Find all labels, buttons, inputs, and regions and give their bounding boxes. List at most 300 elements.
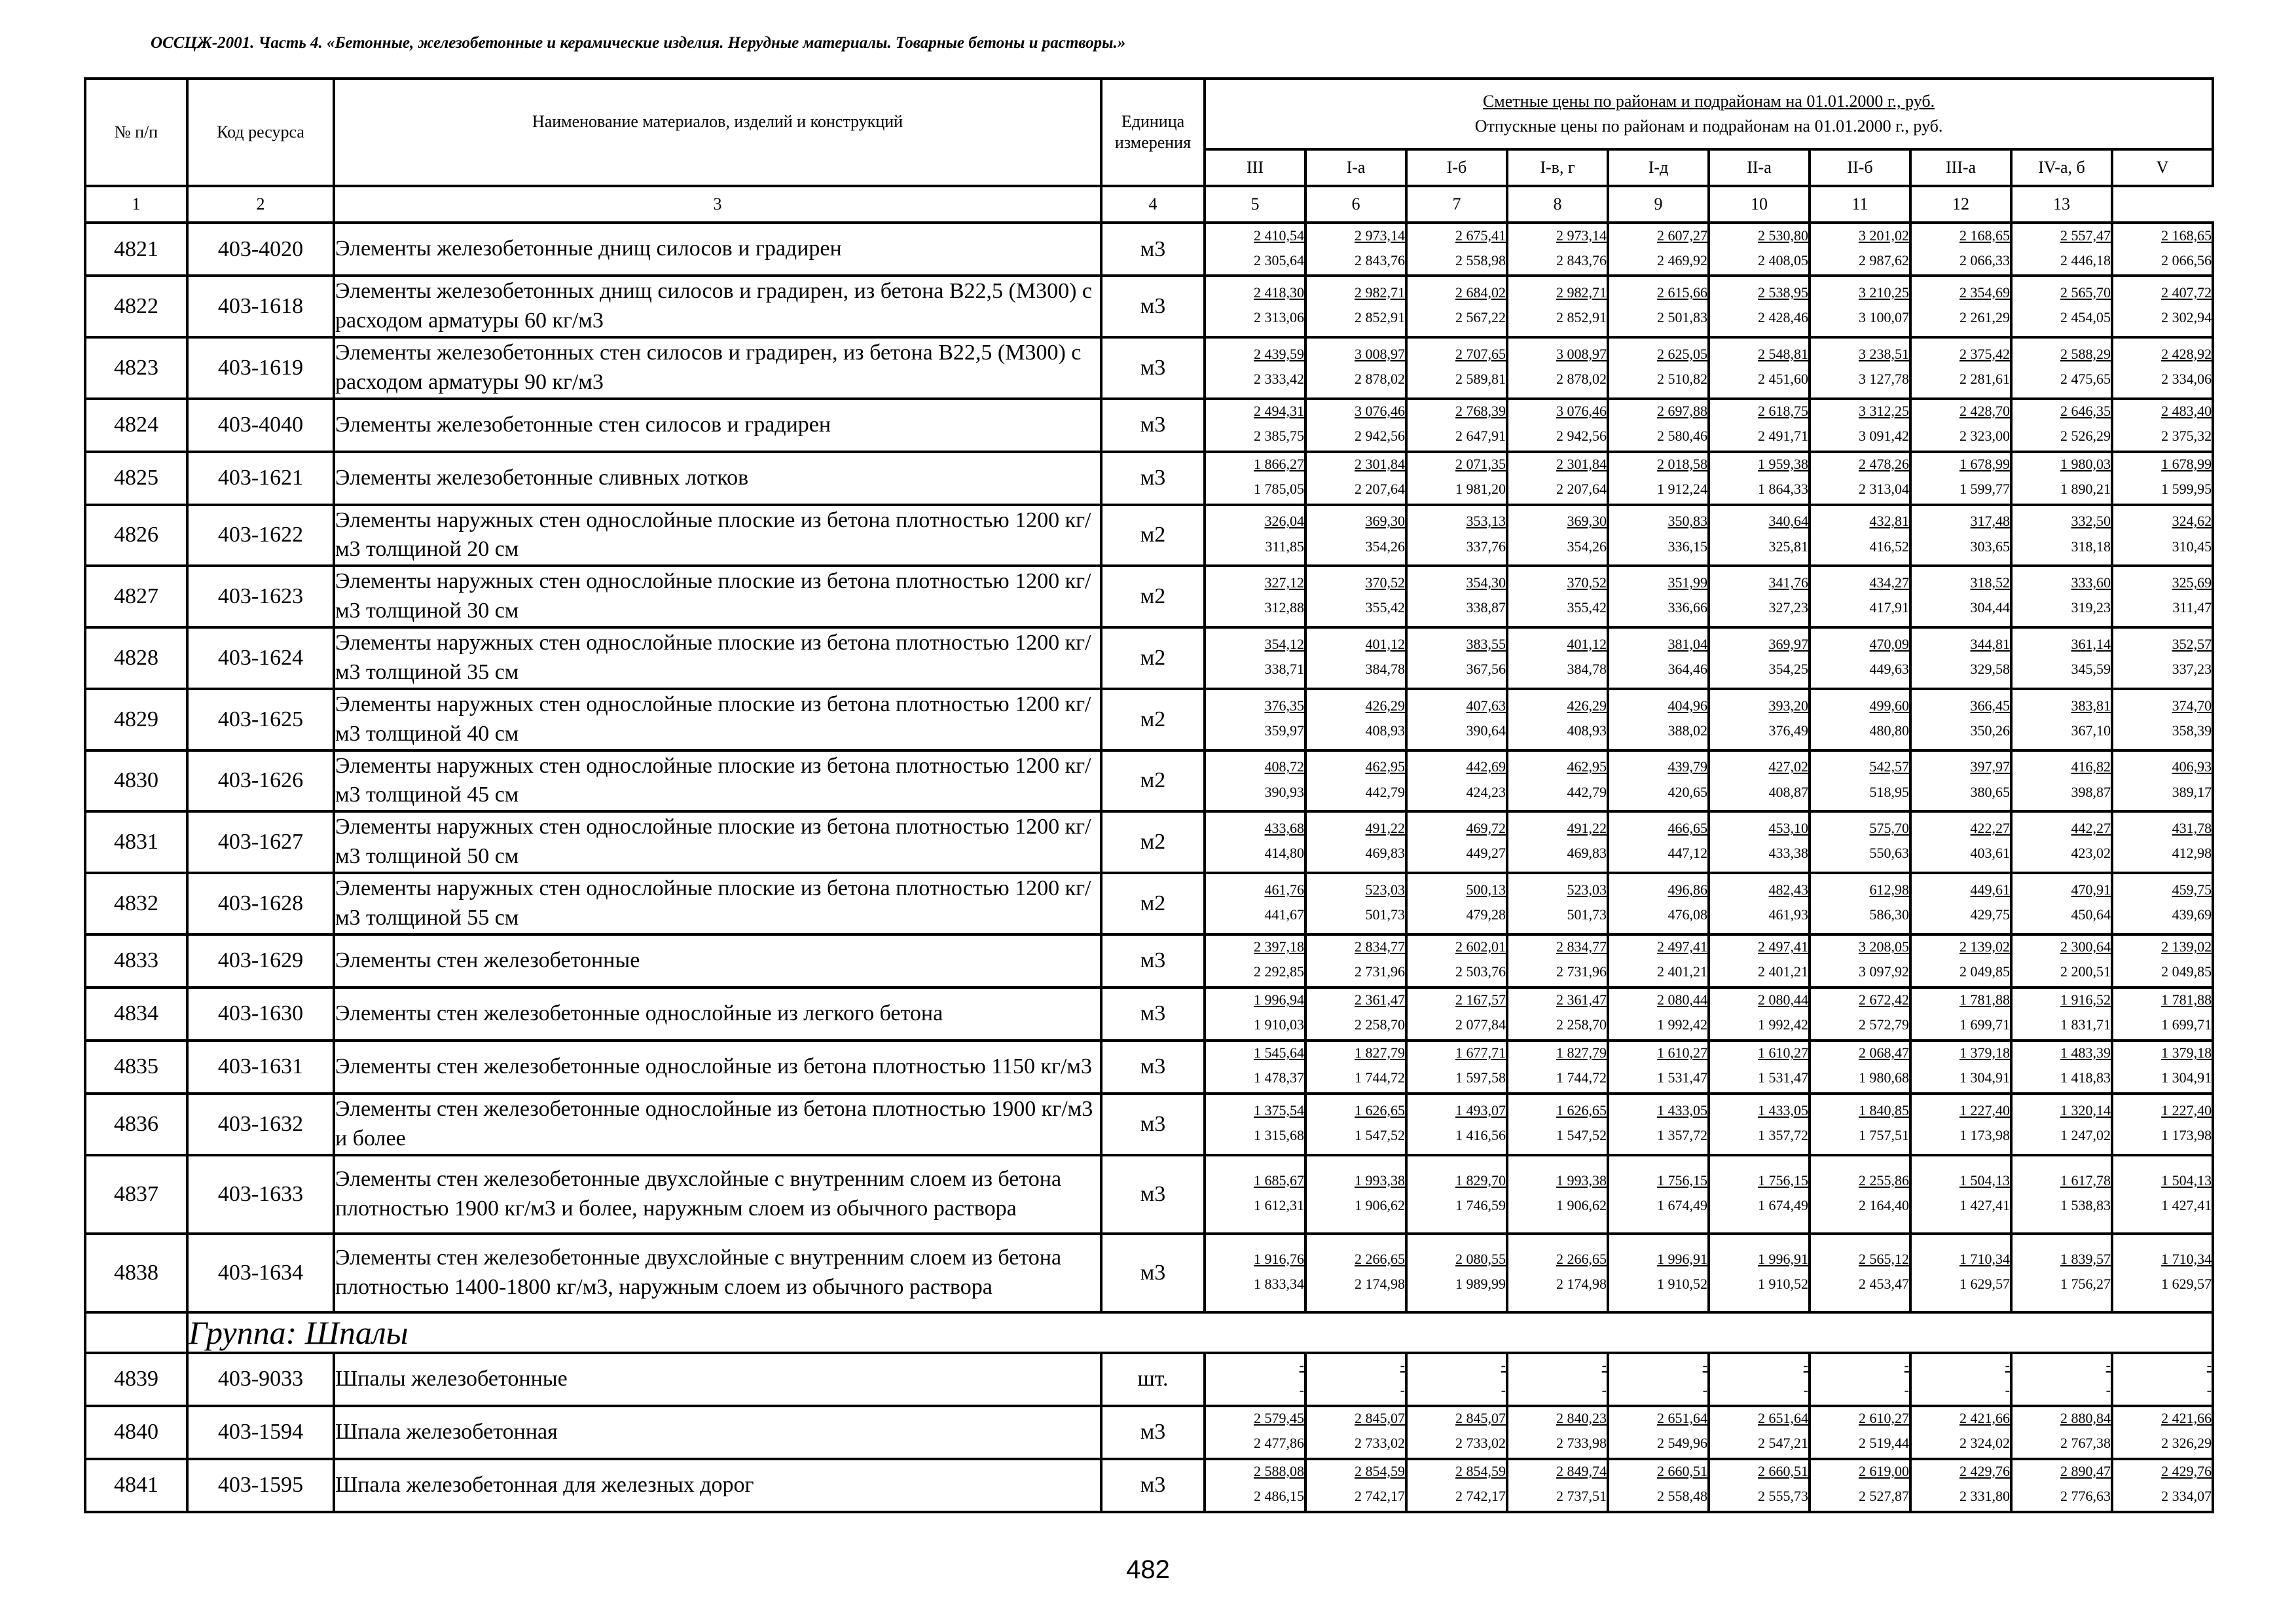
price-cell: [1709, 1353, 1810, 1406]
row-number: 4822: [85, 276, 187, 337]
table-row: [85, 750, 2213, 812]
estimated-price: 3 076,46: [1355, 403, 1405, 420]
release-price: 2 207,64: [1355, 481, 1405, 498]
release-price: 2 878,02: [1556, 370, 1607, 387]
price-cell: [1406, 505, 1507, 566]
estimated-price: -: [2206, 1357, 2212, 1374]
price-cell: [1810, 987, 1910, 1041]
price-cell: [1205, 627, 1305, 689]
estimated-price: 326,04: [1264, 513, 1304, 530]
estimated-price: 2 375,42: [1959, 345, 2010, 362]
release-price: 469,83: [1365, 845, 1405, 862]
estimated-price: 2 080,55: [1455, 1250, 1506, 1267]
estimated-price: 2 548,81: [1758, 345, 1808, 362]
price-cell: [1709, 1155, 1810, 1234]
unit-of-measure: м3: [1101, 1234, 1205, 1312]
release-price: 423,02: [2071, 845, 2111, 862]
price-cell: [2011, 934, 2112, 987]
release-price: 1 173,98: [1959, 1126, 2010, 1143]
release-price: 2 469,92: [1657, 251, 1707, 268]
estimated-price: 2 610,27: [1859, 1410, 1909, 1427]
estimated-price: 2 538,95: [1758, 284, 1808, 301]
price-cell: [1709, 689, 1810, 750]
price-cell: [1810, 505, 1910, 566]
price-cell: [1709, 566, 1810, 627]
estimated-price: 462,95: [1365, 758, 1405, 775]
column-number-row: [85, 186, 2213, 223]
unit-of-measure: м3: [1101, 934, 1205, 987]
release-price: 2 375,32: [2161, 428, 2212, 445]
estimated-price: 2 494,31: [1254, 403, 1304, 420]
estimated-price: 381,04: [1667, 635, 1707, 652]
estimated-price: 1 756,15: [1758, 1172, 1808, 1189]
region-header: V: [2112, 149, 2213, 186]
unit-of-measure: м2: [1101, 873, 1205, 934]
price-cell: [1507, 276, 1608, 337]
estimated-price: 3 008,97: [1556, 345, 1607, 362]
price-cell: [1709, 873, 1810, 934]
estimated-price: 2 397,18: [1254, 938, 1304, 955]
price-cell: [2112, 1353, 2213, 1406]
price-cell: [2011, 223, 2112, 276]
price-cell: [1709, 337, 1810, 399]
price-cell: [1709, 934, 1810, 987]
price-cell: [1507, 987, 1608, 1041]
estimated-price: 1 829,70: [1455, 1172, 1506, 1189]
release-price: 2 477,86: [1254, 1435, 1304, 1452]
estimated-price: 2 684,02: [1455, 284, 1506, 301]
release-price: 345,59: [2071, 661, 2111, 678]
item-name: Элементы наружных стен однослойные плоские из бетона плотностью 1200 кг/м3 толщиной 50 см: [334, 811, 1101, 873]
estimated-price: 370,52: [1567, 574, 1607, 591]
estimated-price: 350,83: [1667, 513, 1707, 530]
estimated-price: 318,52: [1970, 574, 2010, 591]
release-price: 1 247,02: [2060, 1126, 2111, 1143]
estimated-price: 1 504,13: [1959, 1172, 2010, 1189]
release-price: 2 501,83: [1657, 309, 1707, 326]
estimated-price: 2 139,02: [2161, 938, 2212, 955]
price-cell: [1810, 1459, 1910, 1512]
price-cell: [1810, 689, 1910, 750]
region-header: III: [1205, 149, 1305, 186]
resource-code: 403-1633: [187, 1155, 334, 1234]
estimated-price: 431,78: [2172, 820, 2212, 837]
release-price: 318,18: [2071, 538, 2111, 555]
release-price: 2 519,44: [1859, 1435, 1909, 1452]
row-number: 4830: [85, 750, 187, 812]
estimated-price: 2 483,40: [2161, 403, 2212, 420]
price-cell: [1406, 223, 1507, 276]
price-cell: [1406, 399, 1507, 452]
price-cell: [1910, 1353, 2011, 1406]
estimated-price: 2 497,41: [1657, 938, 1707, 955]
estimated-price: 397,97: [1970, 758, 2010, 775]
release-price: 2 333,42: [1254, 370, 1304, 387]
estimated-price: 2 845,07: [1355, 1410, 1405, 1427]
unit-of-measure: м3: [1101, 1041, 1205, 1094]
release-price: 449,27: [1466, 845, 1506, 862]
release-price: 2 852,91: [1355, 309, 1405, 326]
price-cell: [1406, 1234, 1507, 1312]
release-price: 479,28: [1466, 906, 1506, 923]
price-cell: [1910, 399, 2011, 452]
price-cell: [1507, 873, 1608, 934]
price-cell: [1810, 1234, 1910, 1312]
price-cell: [1910, 1234, 2011, 1312]
region-header: I-д: [1608, 149, 1709, 186]
estimated-price: 2 660,51: [1758, 1463, 1808, 1480]
release-price: 398,87: [2071, 783, 2111, 800]
release-price: 2 878,02: [1355, 370, 1405, 387]
item-name: Элементы наружных стен однослойные плоские из бетона плотностью 1200 кг/м3 толщиной 45 см: [334, 750, 1101, 812]
release-price: -: [1904, 1382, 1909, 1399]
release-price: 450,64: [2071, 906, 2111, 923]
estimated-price: 1 959,38: [1758, 456, 1808, 473]
item-name: Элементы стен железобетонные двухслойные с внутренним слоем из бетона плотностью 1900 кг/м3 и более, наружным слоем из обычного раствора: [334, 1155, 1101, 1234]
estimated-price: 426,29: [1567, 697, 1607, 714]
estimated-price: 383,81: [2071, 697, 2111, 714]
header-npp: № п/п: [85, 79, 187, 186]
resource-code: 403-1594: [187, 1406, 334, 1459]
release-price: 2 742,17: [1455, 1488, 1506, 1505]
price-cell: [2011, 1353, 2112, 1406]
release-price: -: [1501, 1382, 1506, 1399]
estimated-price: 2 607,27: [1657, 227, 1707, 244]
estimated-price: 407,63: [1466, 697, 1506, 714]
estimated-price: 1 493,07: [1455, 1101, 1506, 1118]
release-price: 1 304,91: [1959, 1069, 2010, 1086]
release-price: 2 843,76: [1355, 251, 1405, 268]
release-price: 2 331,80: [1959, 1488, 2010, 1505]
price-cell: [1507, 1041, 1608, 1094]
estimated-price: 575,70: [1869, 820, 1909, 837]
release-price: 1 612,31: [1254, 1196, 1304, 1213]
release-price: 2 207,64: [1556, 481, 1607, 498]
price-cell: [1507, 1155, 1608, 1234]
price-cell: [1910, 811, 2011, 873]
release-price: 2 174,98: [1556, 1275, 1607, 1292]
estimated-price: 1 678,99: [2161, 456, 2212, 473]
release-price: 1 357,72: [1657, 1126, 1707, 1143]
price-cell: [2011, 750, 2112, 812]
header-code: Код ресурса: [187, 79, 334, 186]
item-name: Элементы наружных стен однослойные плоские из бетона плотностью 1200 кг/м3 толщиной 35 см: [334, 627, 1101, 689]
price-cell: [1507, 1353, 1608, 1406]
price-cell: [1305, 627, 1406, 689]
price-cell: [2112, 811, 2213, 873]
release-price: 1 699,71: [1959, 1016, 2010, 1033]
release-price: 1 315,68: [1254, 1126, 1304, 1143]
release-price: 3 100,07: [1859, 309, 1909, 326]
price-cell: [1910, 1459, 2011, 1512]
unit-of-measure: м3: [1101, 1094, 1205, 1155]
estimated-price: 401,12: [1567, 635, 1607, 652]
item-name: Элементы стен железобетонные однослойные из бетона плотностью 1150 кг/м3: [334, 1041, 1101, 1094]
estimated-price: 1 781,88: [1959, 991, 2010, 1008]
row-number: 4831: [85, 811, 187, 873]
document-title: ОССЦЖ-2001. Часть 4. «Бетонные, железобетонные и керамические изделия. Нерудные материалы. Товарные бетоны и растворы.»: [151, 34, 1126, 52]
column-number: 12: [1910, 186, 2011, 223]
estimated-price: -: [1299, 1357, 1304, 1374]
release-price: 2 453,47: [1859, 1275, 1909, 1292]
unit-of-measure: шт.: [1101, 1353, 1205, 1406]
price-cell: [1205, 811, 1305, 873]
price-cell: [2011, 689, 2112, 750]
release-price: 461,93: [1768, 906, 1808, 923]
row-number: 4833: [85, 934, 187, 987]
release-price: 2 428,46: [1758, 309, 1808, 326]
estimated-price: 2 880,84: [2060, 1410, 2111, 1427]
price-cell: [1507, 1094, 1608, 1155]
column-number: 6: [1305, 186, 1406, 223]
price-cell: [1810, 337, 1910, 399]
estimated-price: 1 545,64: [1254, 1044, 1304, 1061]
estimated-price: 2 080,44: [1758, 991, 1808, 1008]
release-price: 1 531,47: [1758, 1069, 1808, 1086]
estimated-price: 1 840,85: [1859, 1101, 1909, 1118]
release-price: 2 580,46: [1657, 428, 1707, 445]
estimated-price: 2 651,64: [1657, 1410, 1707, 1427]
estimated-price: 1 996,91: [1758, 1250, 1808, 1267]
price-cell: [1406, 750, 1507, 812]
estimated-price: 2 565,12: [1859, 1250, 1909, 1267]
price-cell: [2112, 276, 2213, 337]
release-price: 2 503,76: [1455, 963, 1506, 980]
release-price: 1 744,72: [1556, 1069, 1607, 1086]
price-cell: [1910, 223, 2011, 276]
estimated-price: 1 504,13: [2161, 1172, 2212, 1189]
row-number: 4835: [85, 1041, 187, 1094]
estimated-price: 2 973,14: [1556, 227, 1607, 244]
release-price: 2 776,63: [2060, 1488, 2111, 1505]
price-cell: [1709, 223, 1810, 276]
release-price: 329,58: [1970, 661, 2010, 678]
estimated-price: 2 625,05: [1657, 345, 1707, 362]
estimated-price: 2 478,26: [1859, 456, 1909, 473]
price-cell: [1205, 689, 1305, 750]
estimated-price: 1 996,91: [1657, 1250, 1707, 1267]
estimated-price: 369,30: [1567, 513, 1607, 530]
estimated-price: 1 379,18: [2161, 1044, 2212, 1061]
resource-code: 403-9033: [187, 1353, 334, 1406]
resource-code: 403-1623: [187, 566, 334, 627]
price-cell: [2011, 1459, 2112, 1512]
column-number: 1: [85, 186, 187, 223]
resource-code: 403-1632: [187, 1094, 334, 1155]
estimated-price: 2 497,41: [1758, 938, 1808, 955]
release-price: 469,83: [1567, 845, 1607, 862]
price-cell: [1608, 1406, 1709, 1459]
price-cell: [1507, 750, 1608, 812]
release-price: 311,47: [2172, 599, 2212, 616]
price-cell: [1507, 1459, 1608, 1512]
price-cell: [1810, 1041, 1910, 1094]
price-cell: [1810, 1353, 1910, 1406]
row-number: 4834: [85, 987, 187, 1041]
resource-code: 403-1621: [187, 452, 334, 505]
release-price: 416,52: [1869, 538, 1909, 555]
estimated-price: 1 678,99: [1959, 456, 2010, 473]
price-cell: [1810, 934, 1910, 987]
price-cell: [1608, 987, 1709, 1041]
release-price: 367,56: [1466, 661, 1506, 678]
unit-of-measure: м3: [1101, 399, 1205, 452]
release-price: 403,61: [1970, 845, 2010, 862]
price-cell: [2011, 1155, 2112, 1234]
unit-of-measure: м2: [1101, 750, 1205, 812]
resource-code: 403-1631: [187, 1041, 334, 1094]
price-cell: [1507, 399, 1608, 452]
row-number: 4828: [85, 627, 187, 689]
price-cell: [1205, 934, 1305, 987]
release-price: 412,98: [2172, 845, 2212, 862]
estimated-price: 2 768,39: [1455, 403, 1506, 420]
table-row: [85, 934, 2213, 987]
release-price: 1 910,03: [1254, 1016, 1304, 1033]
release-price: -: [1400, 1382, 1405, 1399]
price-cell: [1507, 223, 1608, 276]
estimated-price: 2 651,64: [1758, 1410, 1808, 1427]
price-cell: [1406, 1406, 1507, 1459]
release-price: 389,17: [2172, 783, 2212, 800]
price-cell: [2011, 1234, 2112, 1312]
release-price: 337,76: [1466, 538, 1506, 555]
unit-of-measure: м3: [1101, 452, 1205, 505]
price-cell: [1205, 1459, 1305, 1512]
price-cell: [1810, 452, 1910, 505]
estimated-price: 1 626,65: [1556, 1101, 1607, 1118]
estimated-price: 470,91: [2071, 881, 2111, 898]
estimated-price: 2 439,59: [1254, 345, 1304, 362]
release-price: 420,65: [1667, 783, 1707, 800]
release-price: 2 174,98: [1355, 1275, 1405, 1292]
release-price: 304,44: [1970, 599, 2010, 616]
release-price: 2 164,40: [1859, 1196, 1909, 1213]
release-price: 518,95: [1869, 783, 1909, 800]
release-price: 1 992,42: [1758, 1016, 1808, 1033]
price-cell: [1406, 276, 1507, 337]
release-price: 336,66: [1667, 599, 1707, 616]
price-cell: [1406, 811, 1507, 873]
release-price: 327,23: [1768, 599, 1808, 616]
release-price: -: [2105, 1382, 2111, 1399]
item-name: Элементы наружных стен однослойные плоские из бетона плотностью 1200 кг/м3 толщиной 40 см: [334, 689, 1101, 750]
item-name: Шпала железобетонная: [334, 1406, 1101, 1459]
price-cell: [1910, 1041, 2011, 1094]
column-number: 3: [334, 186, 1101, 223]
price-cell: [1910, 276, 2011, 337]
item-name: Элементы стен железобетонные: [334, 934, 1101, 987]
price-cell: [1709, 1234, 1810, 1312]
price-cell: [1305, 1234, 1406, 1312]
table-row: [85, 505, 2213, 566]
column-number: 9: [1608, 186, 1709, 223]
row-number: 4838: [85, 1234, 187, 1312]
table-row: [85, 627, 2213, 689]
release-price: 2 547,21: [1758, 1435, 1808, 1452]
resource-code: 403-1624: [187, 627, 334, 689]
estimated-price: 1 617,78: [2060, 1172, 2111, 1189]
item-name: Элементы наружных стен однослойные плоские из бетона плотностью 1200 кг/м3 толщиной 55 см: [334, 873, 1101, 934]
item-name: Элементы стен железобетонные однослойные из легкого бетона: [334, 987, 1101, 1041]
price-cell: [1709, 627, 1810, 689]
price-cell: [1205, 750, 1305, 812]
estimated-price: 2 646,35: [2060, 403, 2111, 420]
resource-code: 403-1628: [187, 873, 334, 934]
release-price: -: [1299, 1382, 1304, 1399]
price-cell: [1810, 223, 1910, 276]
release-price: 414,80: [1264, 845, 1304, 862]
price-cell: [2011, 1041, 2112, 1094]
table-row: [85, 1094, 2213, 1155]
release-price: 338,71: [1264, 661, 1304, 678]
estimated-price: 1 916,52: [2060, 991, 2111, 1008]
release-price: 325,81: [1768, 538, 1808, 555]
header-prices: [1205, 79, 2213, 149]
estimated-price: 1 610,27: [1657, 1044, 1707, 1061]
table-row: [85, 987, 2213, 1041]
estimated-price: 453,10: [1768, 820, 1808, 837]
price-cell: [1305, 337, 1406, 399]
release-price: 501,73: [1567, 906, 1607, 923]
price-cell: [1507, 1234, 1608, 1312]
release-price: 1 906,62: [1355, 1196, 1405, 1213]
release-price: 408,87: [1768, 783, 1808, 800]
unit-of-measure: м3: [1101, 223, 1205, 276]
release-price: 390,93: [1264, 783, 1304, 800]
price-cell: [1810, 1155, 1910, 1234]
release-price: -: [1702, 1382, 1707, 1399]
release-price: 2 549,96: [1657, 1435, 1707, 1452]
price-cell: [1910, 987, 2011, 1041]
price-cell: [1305, 811, 1406, 873]
release-price: 1 699,71: [2161, 1016, 2212, 1033]
estimated-price: 1 993,38: [1355, 1172, 1405, 1189]
release-price: 354,26: [1365, 538, 1405, 555]
estimated-price: 383,55: [1466, 635, 1506, 652]
estimated-price: 344,81: [1970, 635, 2010, 652]
release-price: 2 843,76: [1556, 251, 1607, 268]
estimated-price: 461,76: [1264, 881, 1304, 898]
group-section: [85, 1312, 2213, 1353]
release-price: 1 531,47: [1657, 1069, 1707, 1086]
price-cell: [1910, 873, 2011, 934]
estimated-price: 2 672,42: [1859, 991, 1909, 1008]
release-price: 1 910,52: [1758, 1275, 1808, 1292]
estimated-price: 2 361,47: [1355, 991, 1405, 1008]
item-name: Элементы стен железобетонные однослойные из бетона плотностью 1900 кг/м3 и более: [334, 1094, 1101, 1155]
release-price: 2 567,22: [1455, 309, 1506, 326]
release-price: 2 302,94: [2161, 309, 2212, 326]
release-price: 2 555,73: [1758, 1488, 1808, 1505]
price-cell: [1910, 566, 2011, 627]
estimated-price: 317,48: [1970, 513, 2010, 530]
price-cell: [1910, 689, 2011, 750]
price-cell: [1305, 1155, 1406, 1234]
price-cell: [1709, 1406, 1810, 1459]
estimated-price: 3 312,25: [1859, 403, 1909, 420]
estimated-price: 432,81: [1869, 513, 1909, 530]
table-row: [85, 1041, 2213, 1094]
estimated-price: 2 588,08: [1254, 1463, 1304, 1480]
price-cell: [2112, 1155, 2213, 1234]
price-cell: [1305, 276, 1406, 337]
price-cell: [1608, 627, 1709, 689]
table-row: [85, 399, 2213, 452]
release-price: 1 910,52: [1657, 1275, 1707, 1292]
price-cell: [1406, 337, 1507, 399]
estimated-price: 2 530,80: [1758, 227, 1808, 244]
